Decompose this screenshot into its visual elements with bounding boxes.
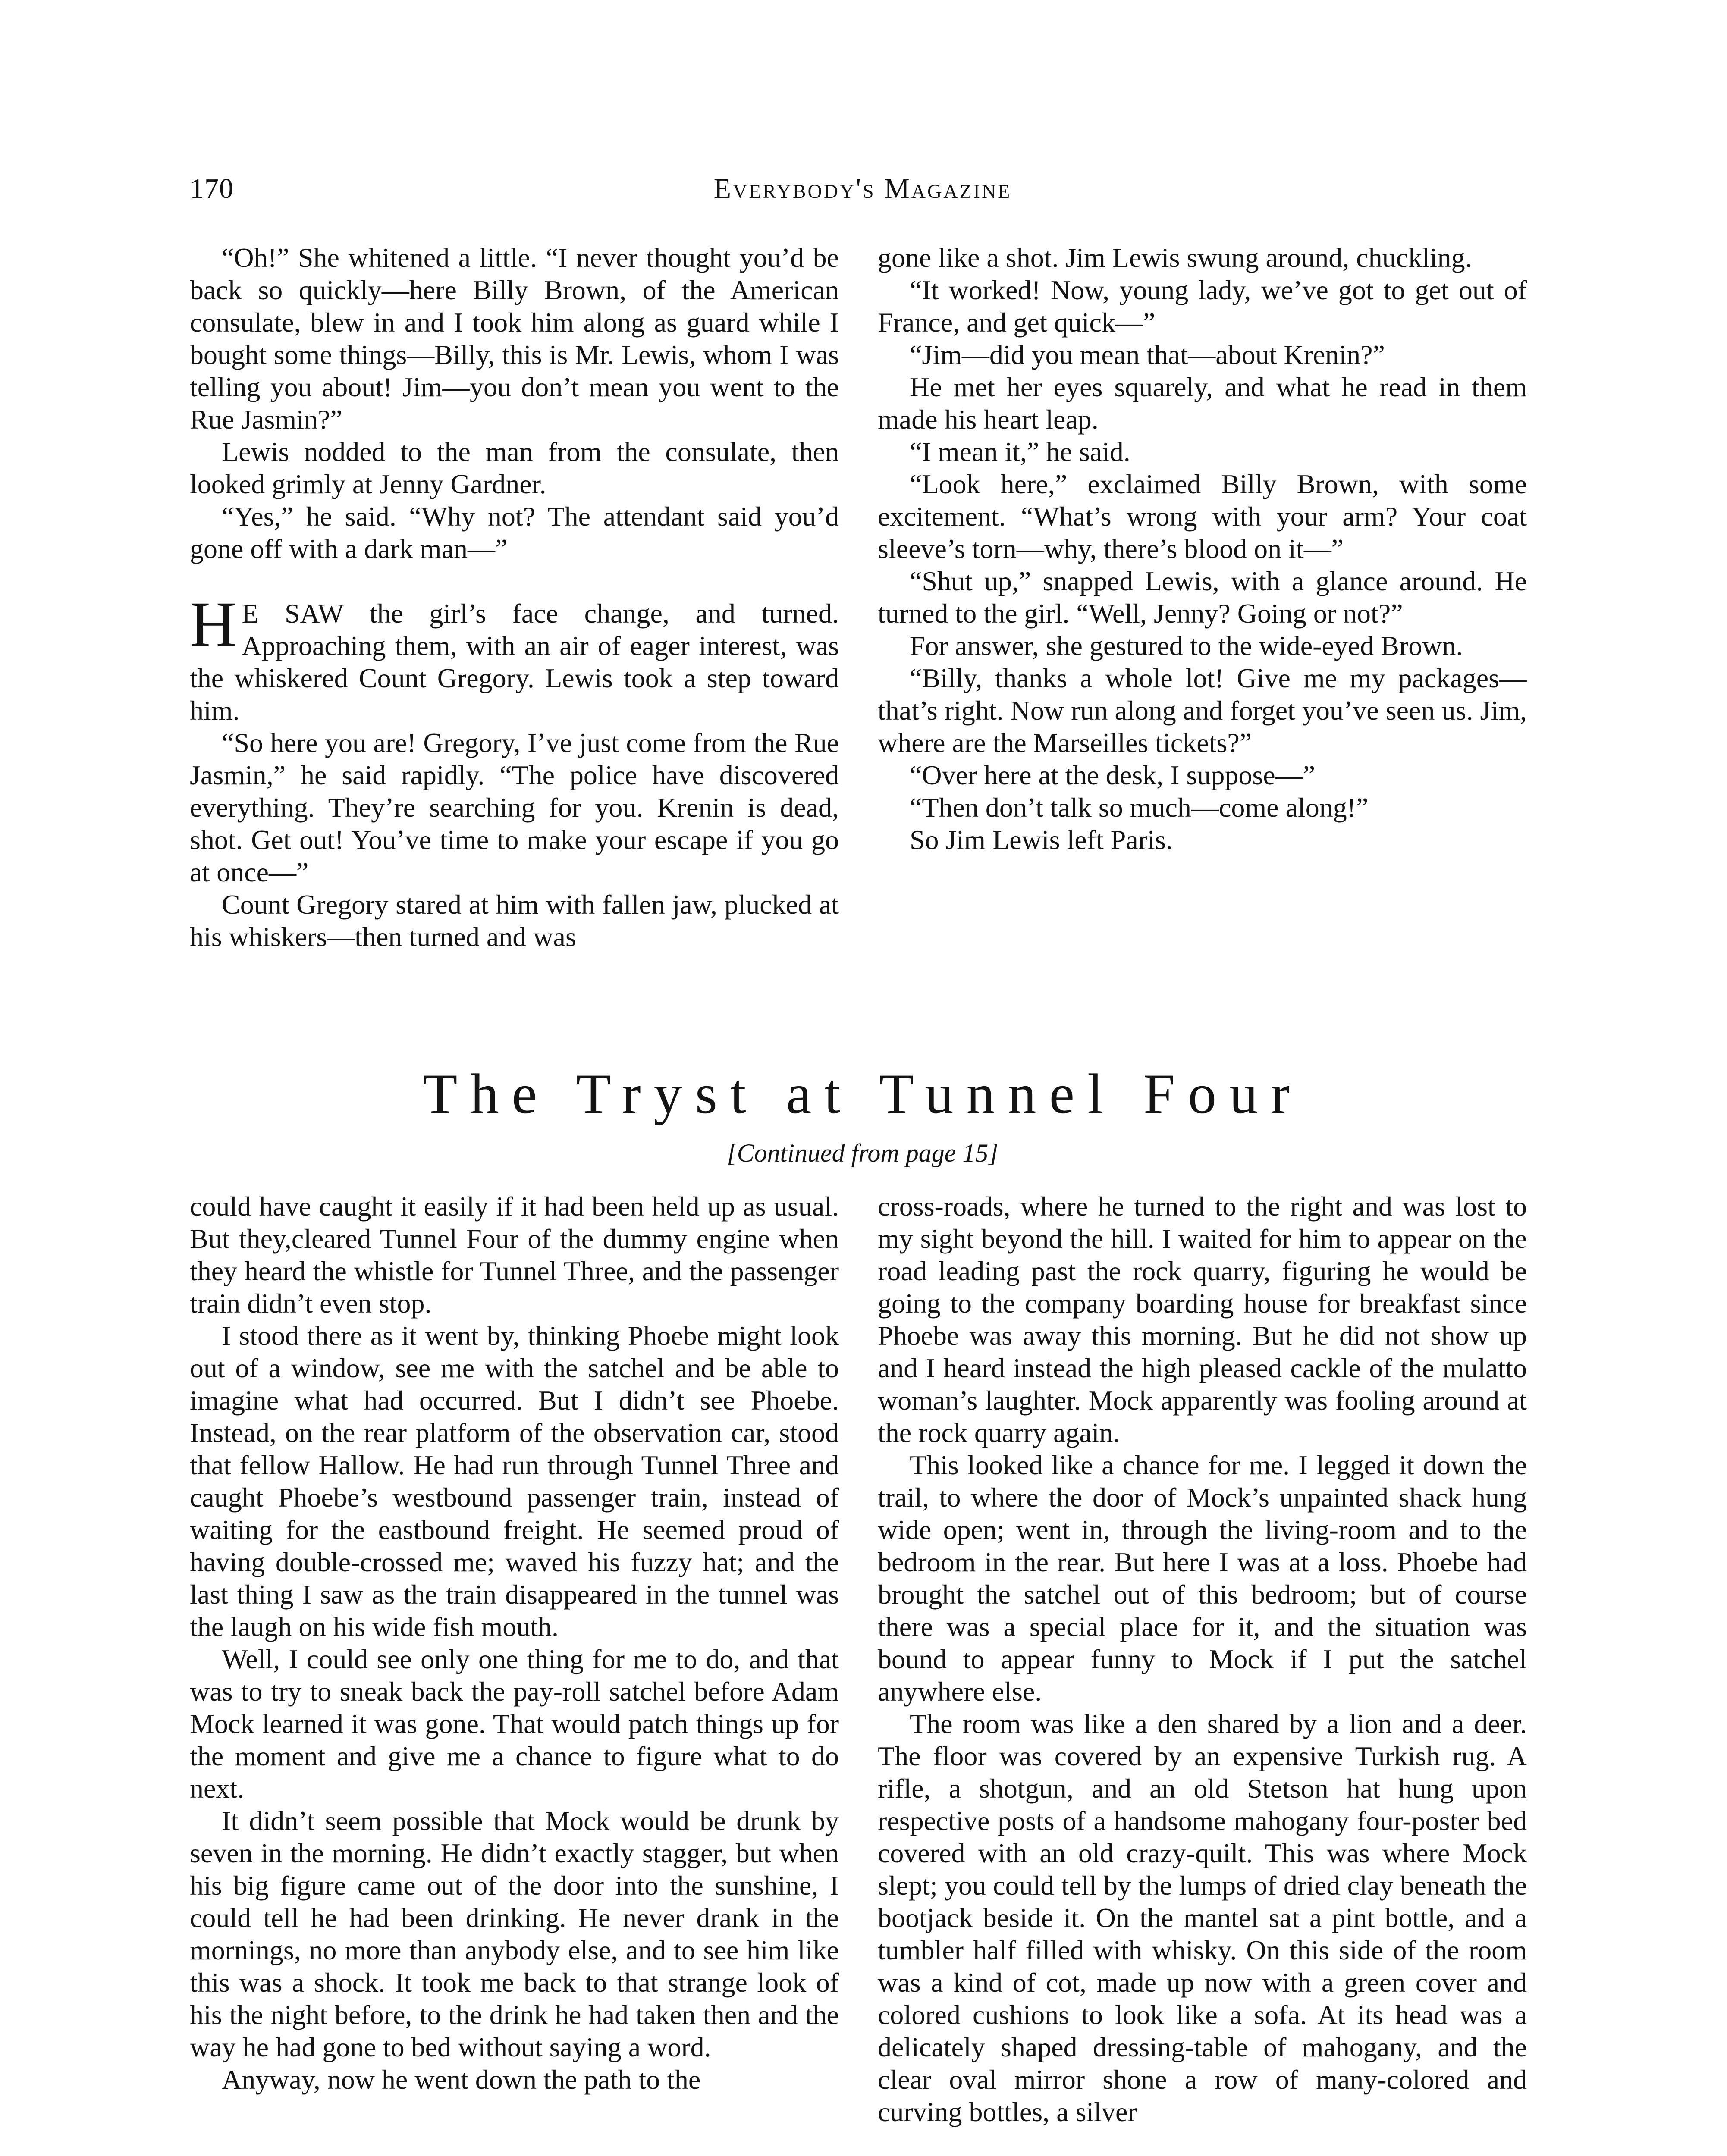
paragraph: “I mean it,” he said. bbox=[910, 436, 1130, 467]
page-number: 170 bbox=[190, 173, 234, 204]
paragraph: For answer, she gestured to the wide-eyed Brown. bbox=[910, 630, 1463, 661]
paragraph: “Shut up,” snapped Lewis, with a glance around. He turned to the girl. “Well, Jenny? Going or not?” bbox=[878, 566, 1527, 629]
story-title: The Tryst at Tunnel Four bbox=[422, 1062, 1303, 1125]
paragraph: “Then don’t talk so much—come along!” bbox=[910, 792, 1369, 823]
running-head: Everybody's Magazine bbox=[713, 173, 1012, 204]
paragraph: “It worked! Now, young lady, we’ve got to get out of France, and get quick—” bbox=[878, 275, 1527, 338]
drop-cap: H bbox=[190, 589, 237, 660]
paragraph: Lewis nodded to the man from the consulate, then looked grimly at Jenny Gardner. bbox=[190, 436, 839, 499]
top-right-column bbox=[878, 241, 1527, 856]
paragraph: “So here you are! Gregory, I’ve just come from the Rue Jasmin,” he said rapidly. “The police have discovered everything. They’re searching for you. Krenin is dead, shot. Get out! You’ve time to make your escape if you go at once—” bbox=[190, 727, 839, 887]
paragraph: It didn’t seem possible that Mock would be drunk by seven in the morning. He didn’t exactly stagger, but when his big figure came out of the door into the sunshine, I could tell he had been drinking. He never drank in the mornings, no more than anybody else, and to see him like this was a shock. It took me back to that strange look of his the night before, to the drink he had taken then and the way he had gone to bed without saying a word. bbox=[190, 1805, 839, 2062]
bottom-right-column bbox=[878, 1190, 1527, 2128]
continued-note: [Continued from page 15] bbox=[727, 1139, 999, 1167]
paragraph: “Oh!” She whitened a little. “I never thought you’d be back so quickly—here Billy Brown, of the American consulate, blew in and I took him along as guard while I bought some things—Billy, this is Mr. Lewis, whom I was telling you about! Jim—you don’t mean you went to the Rue Jasmin?” bbox=[190, 242, 839, 435]
paragraph: The room was like a den shared by a lion and a deer. The floor was covered by an expensive Turkish rug. A rifle, a shotgun, and an old Stetson hat hung upon respective posts of a handsome mahogany four-poster bed covered with an old crazy-quilt. This was where Mock slept; you could tell by the lumps of dried clay beneath the bootjack beside it. On the mantel sat a pint bottle, and a tumbler half filled with whisky. On this side of the room was a kind of cot, made up now with a green cover and colored cushions to look like a sofa. At its head was a delicately shaped dressing-table of mahogany, and the clear oval mirror shone a row of many-colored and curving bottles, a silver bbox=[878, 1708, 1527, 2127]
paragraph: This looked like a chance for me. I legged it down the trail, to where the door of Mock’s unpainted shack hung wide open; went in, through the living-room and to the bedroom in the rear. But here I was at a loss. Phoebe had brought the satchel out of this bedroom; but of course there was a special place for it, and the situation was bound to appear funny to Mock if I put the satchel anywhere else. bbox=[878, 1450, 1527, 1707]
paragraph: So Jim Lewis left Paris. bbox=[910, 824, 1173, 855]
paragraph: “Over here at the desk, I suppose—” bbox=[910, 760, 1316, 790]
paragraph: Anyway, now he went down the path to the bbox=[222, 2064, 701, 2095]
paragraph: Well, I could see only one thing for me to do, and that was to try to sneak back the pay-roll satchel before Adam Mock learned it was gone. That would patch things up for the moment and give me a chance to figure what to do next. bbox=[190, 1644, 839, 1804]
paragraph: gone like a shot. Jim Lewis swung around, chuckling. bbox=[878, 242, 1472, 273]
top-left-column bbox=[190, 241, 839, 953]
paragraph: Count Gregory stared at him with fallen jaw, plucked at his whiskers—then turned and was bbox=[190, 889, 839, 952]
paragraph: could have caught it easily if it had been held up as usual. But they,cleared Tunnel Four of the dummy engine when they heard the whistle for Tunnel Three, and the passenger train didn’t even stop. bbox=[190, 1191, 839, 1319]
section-opening-paragraph bbox=[190, 589, 839, 727]
paragraph: “Jim—did you mean that—about Krenin?” bbox=[910, 339, 1385, 370]
paragraph: He met her eyes squarely, and what he read in them made his heart leap. bbox=[878, 372, 1527, 435]
paragraph: “Billy, thanks a whole lot! Give me my packages—that’s right. Now run along and forget you’ve seen us. Jim, where are the Marseilles tickets?” bbox=[878, 663, 1527, 758]
bottom-left-column bbox=[190, 1190, 839, 2096]
paragraph: I stood there as it went by, thinking Phoebe might look out of a window, see me with the satchel and be able to imagine what had occurred. But I didn’t see Phoebe. Instead, on the rear platform of the observation car, stood that fellow Hallow. He had run through Tunnel Three and caught Phoebe’s westbound passenger train, instead of waiting for the eastbound freight. He seemed proud of having double-crossed me; waved his fuzzy hat; and the last thing I saw as the train disappeared in the tunnel was the laugh on his wide fish mouth. bbox=[190, 1320, 839, 1642]
paragraph-text: E SAW the girl’s face change, and turned. Approaching them, with an air of eager interest, was the whiskered Count Gregory. Lewis took a step toward him. bbox=[190, 598, 839, 726]
paragraph: “Look here,” exclaimed Billy Brown, with some excitement. “What’s wrong with your arm? Your coat sleeve’s torn—why, there’s blood on it—” bbox=[878, 469, 1527, 564]
paragraph: “Yes,” he said. “Why not? The attendant said you’d gone off with a dark man—” bbox=[190, 501, 839, 564]
paragraph: cross-roads, where he turned to the right and was lost to my sight beyond the hill. I waited for him to appear on the road leading past the rock quarry, figuring he would be going to the company boarding house for breakfast since Phoebe was away this morning. But he did not show up and I heard instead the high pleased cackle of the mulatto woman’s laughter. Mock apparently was fooling around at the rock quarry again. bbox=[878, 1191, 1527, 1448]
page-header bbox=[190, 172, 1535, 220]
